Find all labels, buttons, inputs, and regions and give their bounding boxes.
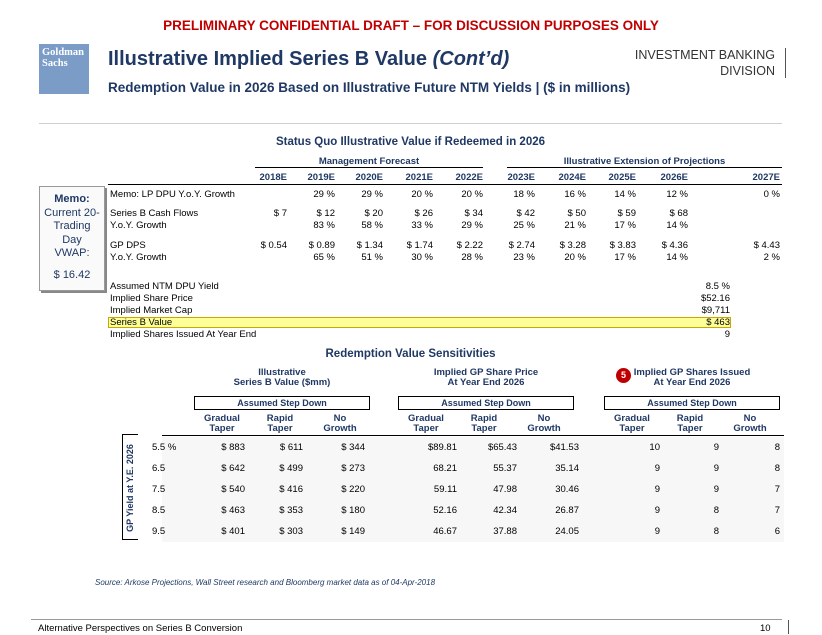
row-label: GP DPS	[110, 240, 146, 251]
mgmt-header-rule	[255, 167, 483, 168]
sub-column-header: Taper	[619, 423, 645, 434]
row-value: $ 0.89	[308, 240, 335, 251]
summary-label: Implied Market Cap	[110, 305, 193, 316]
group-title: Series B Value ($mm)	[233, 377, 331, 388]
sensitivity-cell: 47.98	[493, 484, 517, 495]
row-value: 29 %	[313, 189, 335, 200]
sub-column-header: Taper	[267, 423, 293, 434]
row-value: $ 4.36	[661, 240, 688, 251]
sensitivity-cell: $ 220	[341, 484, 365, 495]
sensitivity-cell: 46.67	[433, 526, 457, 537]
summary-label: Implied Shares Issued At Year End	[110, 329, 257, 340]
year-header: 2023E	[507, 172, 535, 183]
row-value: 83 %	[313, 220, 335, 231]
row-value: 58 %	[361, 220, 383, 231]
row-value: 29 %	[461, 220, 483, 231]
mgmt-forecast-header: Management Forecast	[318, 156, 420, 167]
sensitivity-cell: 9	[654, 463, 660, 474]
year-header: 2018E	[259, 172, 287, 183]
page-number: 10	[760, 623, 771, 634]
sensitivity-cell: 9	[713, 463, 719, 474]
row-value: $ 59	[617, 208, 636, 219]
row-value: 16 %	[564, 189, 586, 200]
row-value: 23 %	[513, 252, 535, 263]
sensitivity-cell: 52.16	[433, 505, 457, 516]
sensitivity-cell: $65.43	[487, 442, 517, 453]
row-value: 25 %	[513, 220, 535, 231]
row-value: 14 %	[614, 189, 636, 200]
row-value: 17 %	[614, 252, 636, 263]
row-label: Y.o.Y. Growth	[110, 220, 167, 231]
year-header: 2019E	[307, 172, 335, 183]
row-value: $ 3.28	[559, 240, 586, 251]
sensitivity-cell: $ 416	[279, 484, 303, 495]
sensitivity-cell: $ 611	[279, 442, 303, 453]
status-quo-heading: Status Quo Illustrative Value if Redeemed in 2026	[275, 136, 546, 148]
row-value: 28 %	[461, 252, 483, 263]
row-value: $ 50	[567, 208, 586, 219]
gp-yield-axis-label: GP Yield at Y.E. 2026	[125, 444, 135, 532]
sensitivity-cell: 9	[654, 484, 660, 495]
summary-value: 9	[724, 329, 730, 340]
row-value: 51 %	[361, 252, 383, 263]
group-title: At Year End 2026	[653, 377, 731, 388]
footer-title: Alternative Perspectives on Series B Conversion	[38, 623, 243, 634]
summary-label: Implied Share Price	[110, 293, 193, 304]
extension-header: Illustrative Extension of Projections	[563, 156, 726, 167]
summary-value: $52.16	[700, 293, 730, 304]
row-value: $ 26	[414, 208, 433, 219]
group-title: Implied GP Shares Issued	[633, 367, 751, 378]
row-value: 14 %	[666, 220, 688, 231]
sensitivity-cell: $ 273	[341, 463, 365, 474]
row-value: $ 4.43	[753, 240, 780, 251]
source-note: Source: Arkose Projections, Wall Street research and Bloomberg market data as of 04-Apr-2018	[95, 578, 436, 587]
sub-column-header: Gradual	[408, 413, 444, 424]
sub-column-header: Taper	[413, 423, 439, 434]
sensitivity-header-rule	[162, 435, 784, 436]
row-value: 18 %	[513, 189, 535, 200]
sensitivity-cell: $ 883	[221, 442, 245, 453]
row-value: $ 42	[516, 208, 535, 219]
sub-column-header: No	[537, 413, 551, 424]
group-title: Implied GP Share Price	[433, 367, 539, 378]
summary-label: Series B Value	[110, 317, 173, 328]
summary-value: $ 463	[706, 317, 730, 328]
row-value: 30 %	[411, 252, 433, 263]
year-header: 2021E	[405, 172, 433, 183]
summary-value: $9,711	[701, 305, 730, 316]
row-value: 14 %	[666, 252, 688, 263]
row-value: $ 20	[364, 208, 383, 219]
sensitivity-cell: 9	[713, 442, 719, 453]
yield-label: 8.5	[152, 505, 166, 516]
sensitivity-cell: 7	[774, 505, 780, 516]
row-label: Y.o.Y. Growth	[110, 252, 167, 263]
ext-header-rule	[507, 167, 782, 168]
sub-column-header: Growth	[733, 423, 767, 434]
sub-column-header: Growth	[527, 423, 561, 434]
sensitivity-cell: 55.37	[493, 463, 517, 474]
sub-column-header: Taper	[677, 423, 703, 434]
header-divider	[39, 123, 782, 124]
sensitivity-cell: 9	[654, 526, 660, 537]
sensitivity-cell: $ 180	[341, 505, 365, 516]
footnote-badge: 5	[616, 368, 631, 383]
sub-column-header: Taper	[209, 423, 235, 434]
sensitivity-cell: $89.81	[427, 442, 457, 453]
row-value: 2 %	[763, 252, 780, 263]
sensitivity-cell: $ 344	[341, 442, 365, 453]
sub-column-header: Taper	[471, 423, 497, 434]
yield-label: 9.5	[152, 526, 166, 537]
year-header: 2026E	[660, 172, 688, 183]
row-value: $ 1.74	[406, 240, 433, 251]
sensitivity-cell: 8	[774, 463, 780, 474]
page-subtitle: Redemption Value in 2026 Based on Illustrative Future NTM Yields | ($ in millions)	[108, 80, 631, 95]
sensitivity-cell: 35.14	[555, 463, 579, 474]
summary-value: 8.5 %	[705, 281, 730, 292]
row-value: 33 %	[411, 220, 433, 231]
row-value: 12 %	[666, 189, 688, 200]
sensitivity-cell: 9	[654, 505, 660, 516]
sub-column-header: Rapid	[470, 413, 498, 424]
sensitivity-heading: Redemption Value Sensitivities	[325, 348, 496, 360]
step-down-header: Assumed Step Down	[604, 396, 780, 410]
page-title: Illustrative Implied Series B Value (Cont’d)	[108, 48, 510, 70]
division-divider	[785, 48, 786, 78]
sensitivity-cell: 68.21	[433, 463, 457, 474]
step-down-header: Assumed Step Down	[398, 396, 574, 410]
row-value: $ 12	[316, 208, 335, 219]
page-number-bar	[788, 620, 789, 634]
sensitivity-cell: 6	[774, 526, 780, 537]
step-down-header: Assumed Step Down	[194, 396, 370, 410]
row-value: 65 %	[313, 252, 335, 263]
year-header: 2020E	[355, 172, 383, 183]
sensitivity-cell: 37.88	[493, 526, 517, 537]
sub-column-header: Gradual	[614, 413, 650, 424]
goldman-sachs-logo: Goldman Sachs	[39, 44, 89, 94]
sensitivity-cell: 8	[774, 442, 780, 453]
row-value: $ 34	[464, 208, 483, 219]
row-value: $ 1.34	[356, 240, 383, 251]
row-label: Memo: LP DPU Y.o.Y. Growth	[110, 189, 235, 200]
year-header: 2022E	[455, 172, 483, 183]
row-label: Series B Cash Flows	[110, 208, 199, 219]
row-value: 20 %	[461, 189, 483, 200]
sensitivity-cell: $ 499	[279, 463, 303, 474]
sensitivity-cell: $ 540	[221, 484, 245, 495]
sensitivity-cell: 8	[713, 505, 719, 516]
sensitivity-cell: 26.87	[555, 505, 579, 516]
row-value: $ 0.54	[260, 240, 287, 251]
row-value: 20 %	[564, 252, 586, 263]
sensitivity-cell: $ 401	[221, 526, 245, 537]
row-value: 20 %	[411, 189, 433, 200]
group-title: Illustrative	[258, 367, 306, 378]
sub-column-header: Rapid	[676, 413, 704, 424]
sensitivity-cell: $ 463	[221, 505, 245, 516]
sensitivity-cell: 42.34	[493, 505, 517, 516]
series-b-highlight	[108, 317, 731, 328]
sensitivity-cell: 24.05	[555, 526, 579, 537]
sub-column-header: No	[333, 413, 347, 424]
yield-label: 7.5	[152, 484, 166, 495]
division-label: INVESTMENT BANKING DIVISION	[634, 48, 775, 78]
sensitivity-cell: 30.46	[555, 484, 579, 495]
sensitivity-cell: 59.11	[433, 484, 457, 495]
sub-column-header: No	[743, 413, 757, 424]
sensitivity-cell: $ 303	[279, 526, 303, 537]
year-header: 2024E	[558, 172, 586, 183]
row-value: $ 68	[669, 208, 688, 219]
row-value: $ 2.74	[508, 240, 535, 251]
sensitivity-cell: 9	[713, 484, 719, 495]
sub-column-header: Rapid	[266, 413, 294, 424]
year-header-rule	[108, 184, 782, 185]
summary-label: Assumed NTM DPU Yield	[110, 281, 219, 292]
group-title: At Year End 2026	[447, 377, 525, 388]
row-value: $ 3.83	[609, 240, 636, 251]
sensitivity-cell: $ 642	[221, 463, 245, 474]
sensitivity-cell: 10	[649, 442, 660, 453]
sensitivity-cell: $ 149	[341, 526, 365, 537]
year-header: 2025E	[608, 172, 636, 183]
sensitivity-cell: 8	[713, 526, 719, 537]
row-value: $ 2.22	[456, 240, 483, 251]
row-value: 0 %	[763, 189, 780, 200]
row-value: 21 %	[564, 220, 586, 231]
year-header: 2027E	[752, 172, 780, 183]
sensitivity-cell: $41.53	[549, 442, 579, 453]
yield-label: 5.5 %	[152, 442, 177, 453]
sub-column-header: Gradual	[204, 413, 240, 424]
footer-divider	[31, 619, 782, 620]
sensitivity-cell: 7	[774, 484, 780, 495]
row-value: 17 %	[614, 220, 636, 231]
memo-box: Memo: Current 20- Trading Day VWAP: $ 16.42	[39, 186, 105, 291]
row-value: 29 %	[361, 189, 383, 200]
row-value: $ 7	[273, 208, 287, 219]
sensitivity-cell: $ 353	[279, 505, 303, 516]
yield-label: 6.5	[152, 463, 166, 474]
sub-column-header: Growth	[323, 423, 357, 434]
confidential-banner: PRELIMINARY CONFIDENTIAL DRAFT – FOR DISCUSSION PURPOSES ONLY	[163, 18, 659, 33]
